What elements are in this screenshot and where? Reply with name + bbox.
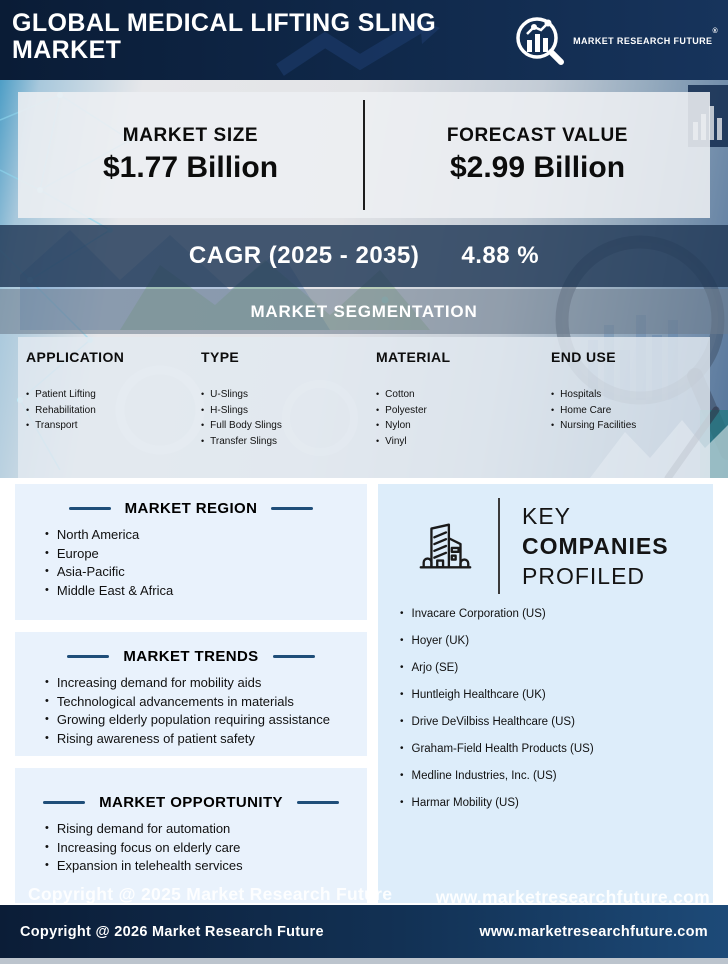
bullet: • xyxy=(45,528,49,540)
bullet: • xyxy=(45,546,49,559)
footer-bar xyxy=(0,905,728,958)
market-opportunity-list xyxy=(45,821,367,874)
list-item: • Growing elderly population requiring assistance xyxy=(45,712,331,727)
list-item: • Expansion in telehealth services xyxy=(45,858,243,873)
bullet: • xyxy=(551,389,555,399)
bullet: • xyxy=(45,583,49,596)
segment-column-end-use xyxy=(551,349,636,434)
market-trends-title: MARKET TRENDS xyxy=(123,648,259,665)
bullet: • xyxy=(551,420,555,430)
bullet: • xyxy=(45,840,49,853)
list-item: • Technological advancements in materials xyxy=(45,693,294,709)
segmentation-title: MARKET SEGMENTATION xyxy=(250,301,478,321)
forecast-value-label: FORECAST VALUE xyxy=(446,125,629,146)
key-companies-title-line1: KEY xyxy=(522,503,572,529)
bullet: • xyxy=(551,404,555,415)
key-companies-title xyxy=(522,502,669,590)
watermark-website: www.marketresearchfuture.com xyxy=(435,887,710,905)
key-companies-header xyxy=(414,498,669,594)
key-companies-title-line2: COMPANIES xyxy=(522,533,669,559)
forecast-value-value: $2.99 Billion xyxy=(449,151,626,184)
market-region-title: MARKET REGION xyxy=(124,500,258,517)
segment-column-material xyxy=(376,349,451,449)
bullet: • xyxy=(45,713,49,725)
bullet: • xyxy=(400,635,404,646)
bullet: • xyxy=(376,420,380,430)
segment-item: • Vinyl xyxy=(376,434,451,450)
vertical-divider xyxy=(498,498,500,594)
segment-column-type xyxy=(201,349,282,449)
bullet: • xyxy=(45,694,49,707)
market-opportunity-title: MARKET OPPORTUNITY xyxy=(99,794,283,811)
segment-item: • Full Body Slings xyxy=(201,418,282,434)
list-item: • Rising demand for automation xyxy=(45,821,231,836)
market-region-list xyxy=(45,527,367,598)
company-item: • Medline Industries, Inc. (US) xyxy=(400,770,557,782)
market-size-value: $1.77 Billion xyxy=(102,151,279,184)
bullet: • xyxy=(45,731,49,744)
brand-logo xyxy=(513,14,718,66)
footer-website: www.marketresearchfuture.com xyxy=(479,923,708,940)
segment-heading: TYPE xyxy=(201,349,240,365)
page-title-line2: MARKET xyxy=(12,36,122,64)
key-companies-title-line3: PROFILED xyxy=(522,563,646,589)
bullet: • xyxy=(400,689,404,700)
list-item: • Europe xyxy=(45,545,99,561)
segment-item: • Home Care xyxy=(551,403,636,419)
cagr-value: 4.88 % xyxy=(461,242,540,269)
bullet: • xyxy=(400,797,404,808)
market-trends-list xyxy=(45,675,367,746)
bullet: • xyxy=(400,662,404,673)
key-companies-list xyxy=(400,608,594,809)
bullet: • xyxy=(26,420,30,430)
list-item: • Increasing demand for mobility aids xyxy=(45,675,262,690)
company-item: • Arjo (SE) xyxy=(400,662,459,674)
segment-item: • Nylon xyxy=(376,418,451,434)
bullet: • xyxy=(400,716,404,727)
bullet: • xyxy=(26,389,30,399)
market-region-header xyxy=(15,500,367,517)
company-item: • Hoyer (UK) xyxy=(400,635,470,647)
list-item: • Rising awareness of patient safety xyxy=(45,730,255,746)
market-trends-header xyxy=(15,648,367,665)
list-item: • Middle East & Africa xyxy=(45,582,174,598)
footer-copyright: Copyright @ 2026 Market Research Future xyxy=(20,923,324,940)
bullet: • xyxy=(376,389,380,399)
bullet: • xyxy=(376,404,380,415)
dash-decoration xyxy=(297,801,339,805)
dash-decoration xyxy=(69,507,111,511)
market-stats-box xyxy=(18,92,710,218)
segment-item: • H-Slings xyxy=(201,403,282,419)
market-opportunity-header xyxy=(15,794,367,811)
market-region-card xyxy=(15,484,367,620)
segment-item: • Nursing Facilities xyxy=(551,418,636,434)
dash-decoration xyxy=(67,655,109,659)
dash-decoration xyxy=(271,507,313,511)
bullet: • xyxy=(26,404,30,415)
segment-item: • Cotton xyxy=(376,387,451,403)
lower-section xyxy=(0,478,728,905)
company-item: • Huntleigh Healthcare (UK) xyxy=(400,689,546,701)
cagr-label: CAGR (2025 - 2035) xyxy=(188,242,420,269)
segment-item: • Transport xyxy=(26,418,124,434)
bullet: • xyxy=(201,435,205,446)
segment-item: • U-Slings xyxy=(201,387,282,403)
segment-heading: MATERIAL xyxy=(376,349,451,365)
segment-item: • Polyester xyxy=(376,403,451,419)
cagr-band xyxy=(0,225,728,287)
bullet: • xyxy=(400,743,404,754)
segment-item: • Rehabilitation xyxy=(26,403,124,419)
list-item: • North America xyxy=(45,527,140,542)
dash-decoration xyxy=(43,801,85,805)
bullet: • xyxy=(376,435,380,446)
bottom-strip-decoration xyxy=(0,958,728,964)
brand-name: MARKET RESEARCH FUTURE® xyxy=(573,27,718,46)
bullet: • xyxy=(201,420,205,430)
company-item: • Graham-Field Health Products (US) xyxy=(400,743,594,755)
market-trends-card xyxy=(15,632,367,756)
analytics-collage-band xyxy=(0,80,728,478)
market-opportunity-card xyxy=(15,768,367,903)
forecast-value-block xyxy=(365,92,710,218)
bullet: • xyxy=(45,859,49,871)
segment-item: • Hospitals xyxy=(551,387,636,403)
segment-heading: APPLICATION xyxy=(26,349,125,365)
bullet: • xyxy=(201,389,205,399)
segment-item: • Patient Lifting xyxy=(26,387,124,403)
company-item: • Harmar Mobility (US) xyxy=(400,797,519,809)
list-item: • Increasing focus on elderly care xyxy=(45,839,241,855)
page-title xyxy=(12,10,482,64)
segment-column-application xyxy=(26,349,124,434)
building-icon xyxy=(414,515,476,577)
watermark-copyright: Copyright @ 2025 Market Research Future xyxy=(28,884,393,904)
bullet: • xyxy=(400,770,404,781)
bullet: • xyxy=(45,822,49,834)
market-size-label: MARKET SIZE xyxy=(122,125,259,146)
segmentation-title-band xyxy=(0,289,728,334)
dash-decoration xyxy=(273,655,315,659)
bullet: • xyxy=(45,676,49,688)
bullet: • xyxy=(201,404,205,415)
key-companies-card xyxy=(378,484,713,903)
segment-item: • Transfer Slings xyxy=(201,434,282,450)
magnifier-chart-logo-icon xyxy=(513,14,565,66)
company-item: • Drive DeVilbiss Healthcare (US) xyxy=(400,716,575,728)
segmentation-panel xyxy=(18,337,710,478)
bullet: • xyxy=(45,565,49,577)
header-bar xyxy=(0,0,728,80)
registered-mark: ® xyxy=(712,27,718,35)
bullet: • xyxy=(400,608,404,619)
list-item: • Asia-Pacific xyxy=(45,564,125,579)
company-item: • Invacare Corporation (US) xyxy=(400,608,546,620)
market-size-block xyxy=(18,92,363,218)
page-title-line1: GLOBAL MEDICAL LIFTING SLING xyxy=(12,9,437,37)
segment-heading: END USE xyxy=(551,349,617,365)
